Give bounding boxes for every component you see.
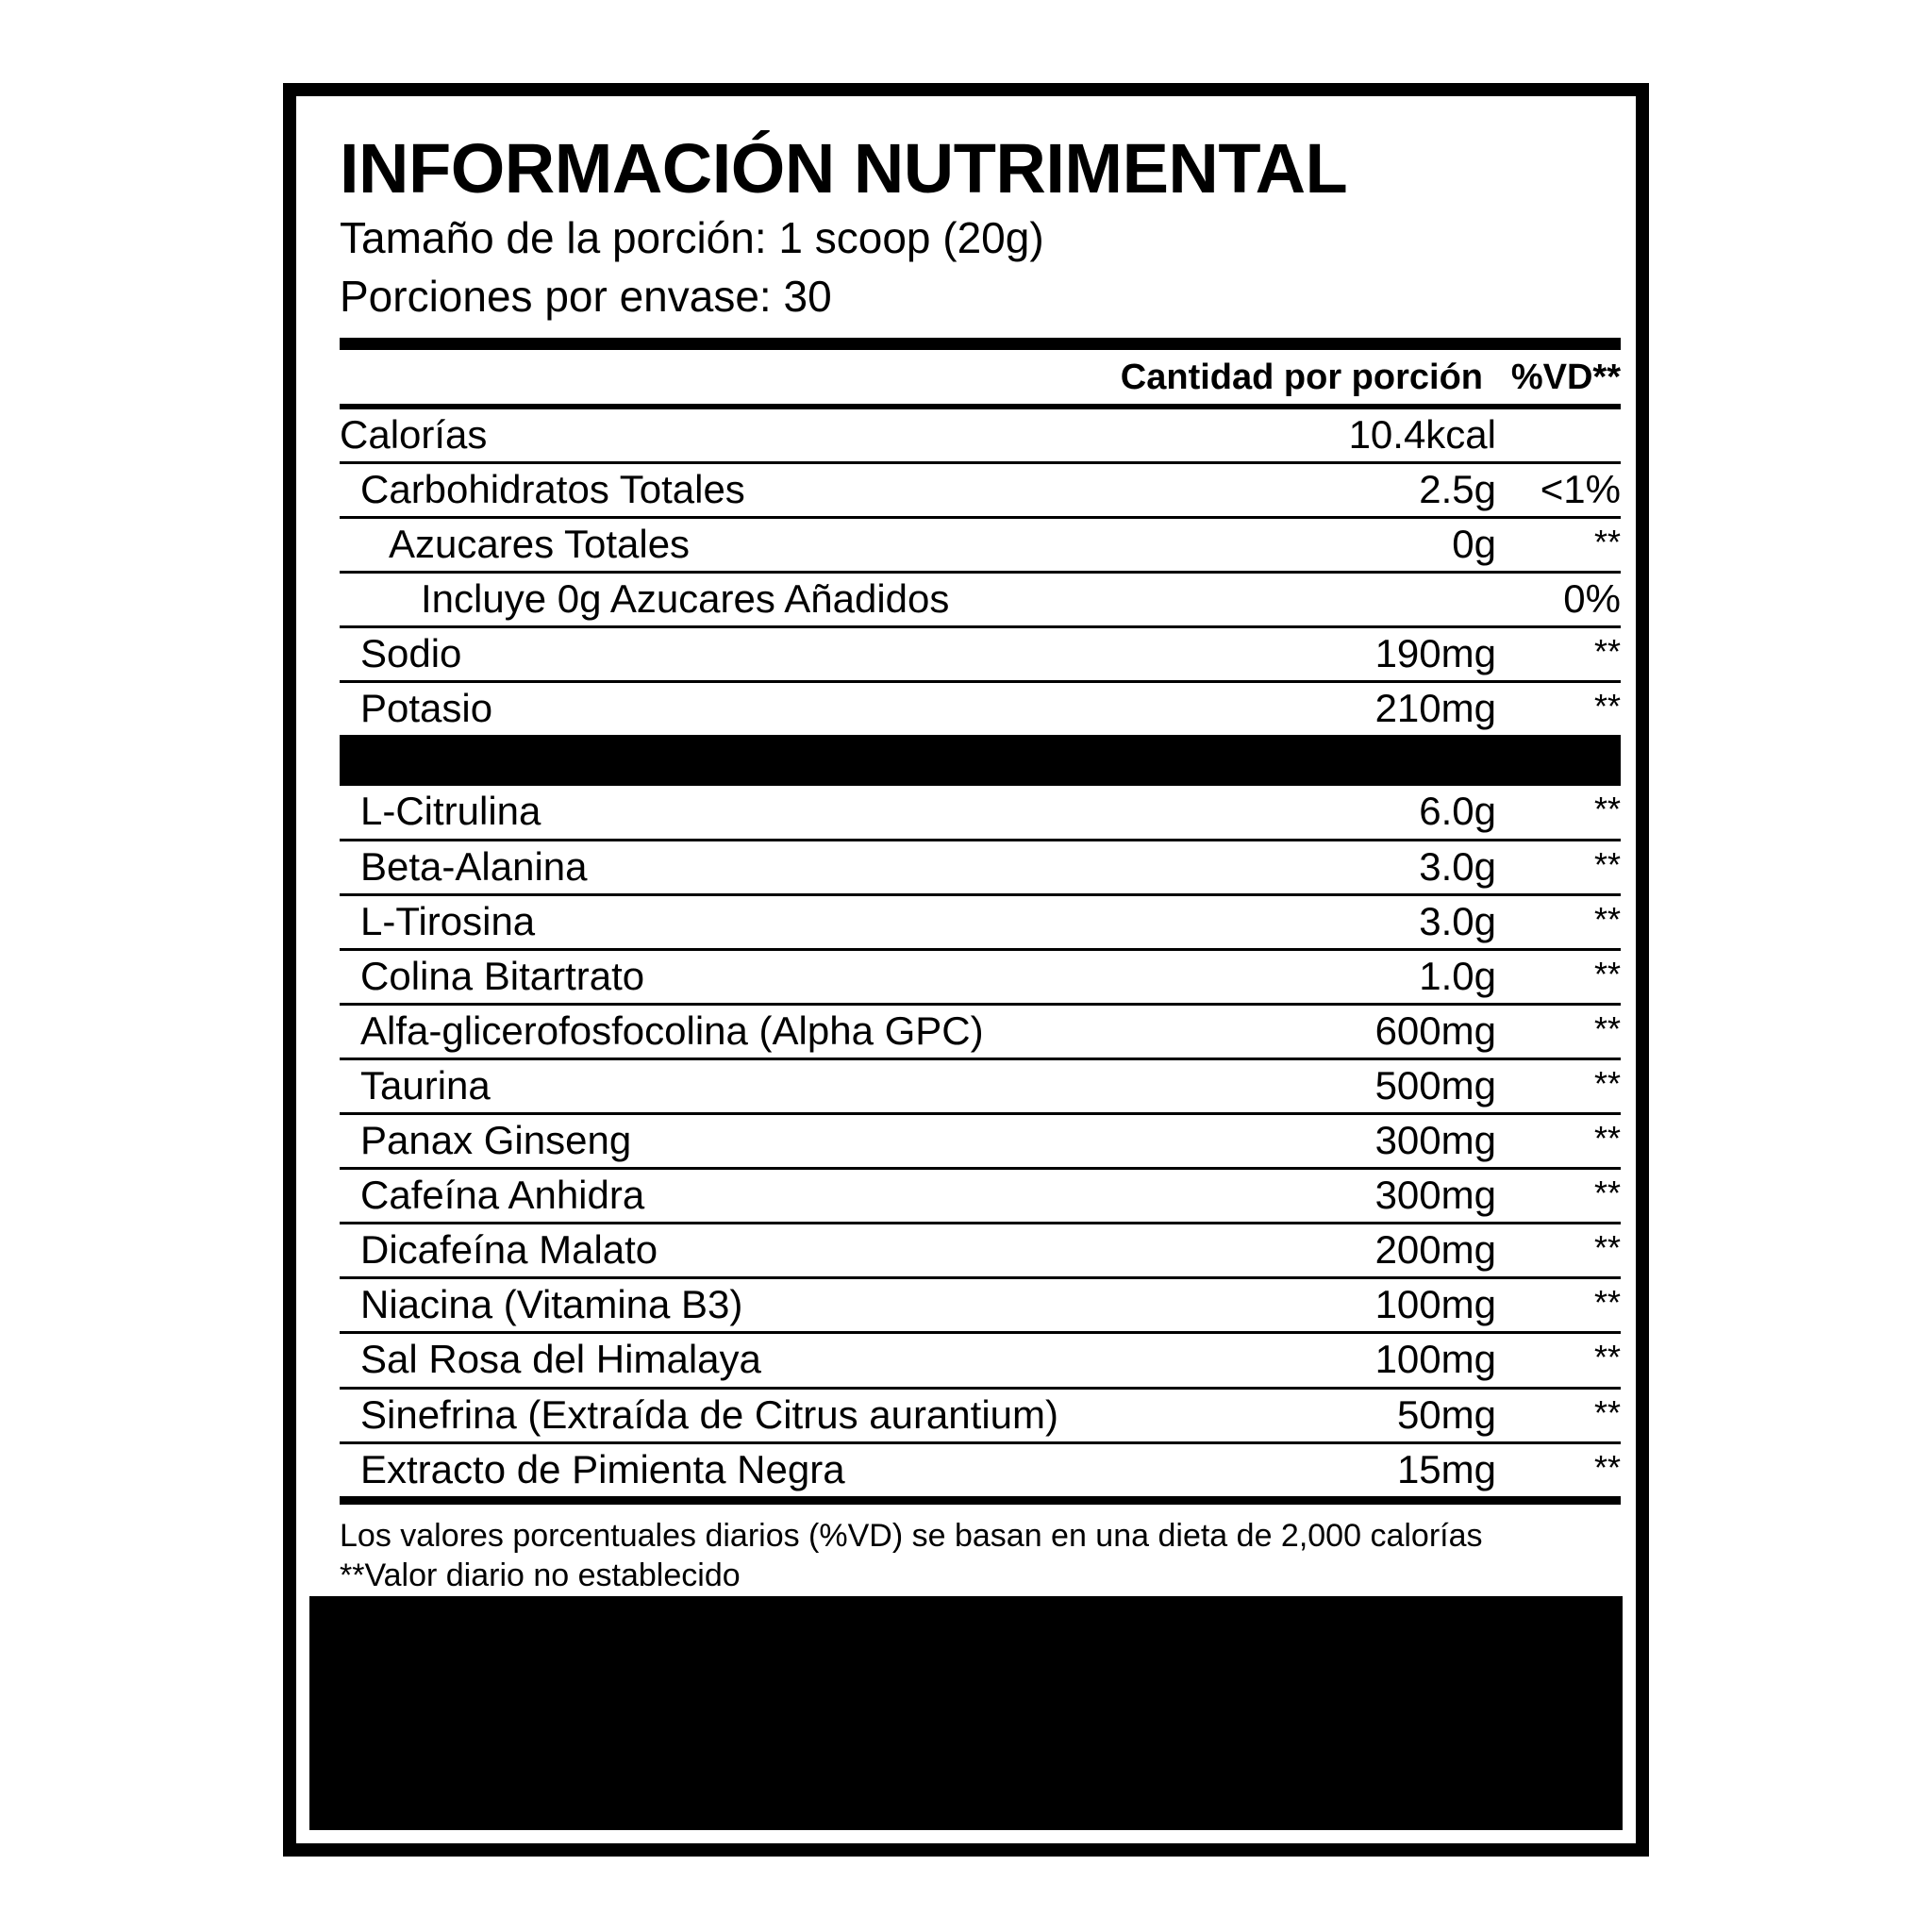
table-row — [340, 1224, 1621, 1278]
column-header-row — [340, 350, 1621, 404]
row-name: Potasio — [360, 686, 493, 731]
row-daily-value: ** — [1496, 518, 1621, 573]
table-row — [340, 1169, 1621, 1224]
row-name: Beta-Alanina — [340, 840, 1185, 894]
row-name: Sinefrina (Extraída de Citrus aurantium) — [340, 1388, 1185, 1442]
row-daily-value: ** — [1496, 894, 1621, 949]
table-row — [340, 518, 1621, 573]
table-row — [340, 1058, 1621, 1113]
serving-size-text: Tamaño de la porción: 1 scoop (20g) — [340, 212, 1044, 262]
row-daily-value: ** — [1496, 786, 1621, 840]
table-row — [340, 409, 1621, 463]
nutrition-facts-inner — [309, 109, 1623, 1830]
row-amount: 600mg — [1185, 1004, 1496, 1058]
row-daily-value: 0% — [1496, 573, 1621, 627]
table-row — [340, 573, 1621, 627]
footnotes — [340, 1505, 1621, 1596]
row-daily-value: ** — [1496, 1169, 1621, 1224]
row-daily-value: ** — [1496, 1058, 1621, 1113]
table-row — [340, 840, 1621, 894]
row-name: Alfa-glicerofosfocolina (Alpha GPC) — [340, 1004, 1185, 1058]
table-row — [340, 1333, 1621, 1388]
servings-per-container-text: Porciones por envase: 30 — [340, 271, 832, 321]
row-daily-value: ** — [1593, 687, 1621, 726]
row-amount: 6.0g — [1185, 786, 1496, 840]
row-name: Cafeína Anhidra — [340, 1169, 1185, 1224]
row-name: Panax Ginseng — [340, 1114, 1185, 1169]
row-amount: 100mg — [1185, 1333, 1496, 1388]
row-daily-value: ** — [1496, 1224, 1621, 1278]
row-name: Dicafeína Malato — [340, 1224, 1185, 1278]
row-name: Incluye 0g Azucares Añadidos — [340, 573, 1185, 627]
row-daily-value: ** — [1496, 1004, 1621, 1058]
row-daily-value: ** — [1496, 840, 1621, 894]
footnote-daily-values: Los valores porcentuales diarios (%VD) se basan en una dieta de 2,000 calorías — [340, 1517, 1483, 1554]
row-daily-value — [1496, 409, 1621, 463]
row-amount: 10.4kcal — [1185, 409, 1496, 463]
table-row — [340, 1114, 1621, 1169]
row-name: Carbohidratos Totales — [340, 463, 1185, 518]
table-row — [340, 786, 1621, 840]
row-name: Niacina (Vitamina B3) — [340, 1278, 1185, 1333]
table-row — [340, 949, 1621, 1004]
row-daily-value: <1% — [1496, 463, 1621, 518]
row-name: L-Tirosina — [340, 894, 1185, 949]
row-daily-value: ** — [1496, 1278, 1621, 1333]
row-amount: 100mg — [1185, 1278, 1496, 1333]
row-name: Extracto de Pimienta Negra — [340, 1442, 1185, 1497]
table-row — [340, 1278, 1621, 1333]
nutrition-facts-panel — [283, 83, 1649, 1857]
table-row — [340, 1004, 1621, 1058]
table-row — [340, 894, 1621, 949]
row-name: Sodio — [340, 627, 1185, 682]
row-daily-value: ** — [1496, 1114, 1621, 1169]
table-row — [340, 463, 1621, 518]
row-amount: 2.5g — [1185, 463, 1496, 518]
row-amount: 50mg — [1185, 1388, 1496, 1442]
column-header-amount: Cantidad por porción — [1120, 357, 1483, 397]
row-name: Taurina — [340, 1058, 1185, 1113]
divider-thick-top — [340, 338, 1621, 350]
nutrition-facts-content — [340, 119, 1621, 1596]
column-header-daily-value: %VD** — [1510, 357, 1621, 397]
table-row — [340, 682, 1621, 736]
row-amount: 15mg — [1185, 1442, 1496, 1497]
row-name: Sal Rosa del Himalaya — [340, 1333, 1185, 1388]
bottom-black-block — [309, 1596, 1623, 1830]
row-amount: 200mg — [1185, 1224, 1496, 1278]
row-daily-value: ** — [1496, 1333, 1621, 1388]
table-row — [340, 1442, 1621, 1497]
row-daily-value: ** — [1496, 627, 1621, 682]
nutrition-ingredients-table — [340, 786, 1621, 1498]
table-row — [340, 627, 1621, 682]
row-amount: 210mg — [1374, 686, 1496, 731]
row-daily-value: ** — [1496, 1388, 1621, 1442]
row-amount: 0g — [1185, 518, 1496, 573]
row-amount: 500mg — [1185, 1058, 1496, 1113]
row-amount: 190mg — [1185, 627, 1496, 682]
row-amount: 3.0g — [1185, 840, 1496, 894]
row-daily-value: ** — [1496, 949, 1621, 1004]
row-name: L-Citrulina — [340, 786, 1185, 840]
row-name: Azucares Totales — [340, 518, 1185, 573]
row-daily-value: ** — [1496, 1442, 1621, 1497]
row-name: Colina Bitartrato — [340, 949, 1185, 1004]
row-name: Calorías — [340, 409, 1185, 463]
row-amount — [1185, 573, 1496, 627]
footnote-no-dv-established: **Valor diario no establecido — [340, 1557, 741, 1594]
row-amount: 3.0g — [1185, 894, 1496, 949]
row-amount: 300mg — [1185, 1169, 1496, 1224]
page-title: INFORMACIÓN NUTRIMENTAL — [340, 129, 1348, 208]
row-amount: 1.0g — [1185, 949, 1496, 1004]
row-amount: 300mg — [1185, 1114, 1496, 1169]
table-row — [340, 1388, 1621, 1442]
section-separator-band — [340, 735, 1621, 786]
nutrition-basic-table — [340, 409, 1621, 736]
